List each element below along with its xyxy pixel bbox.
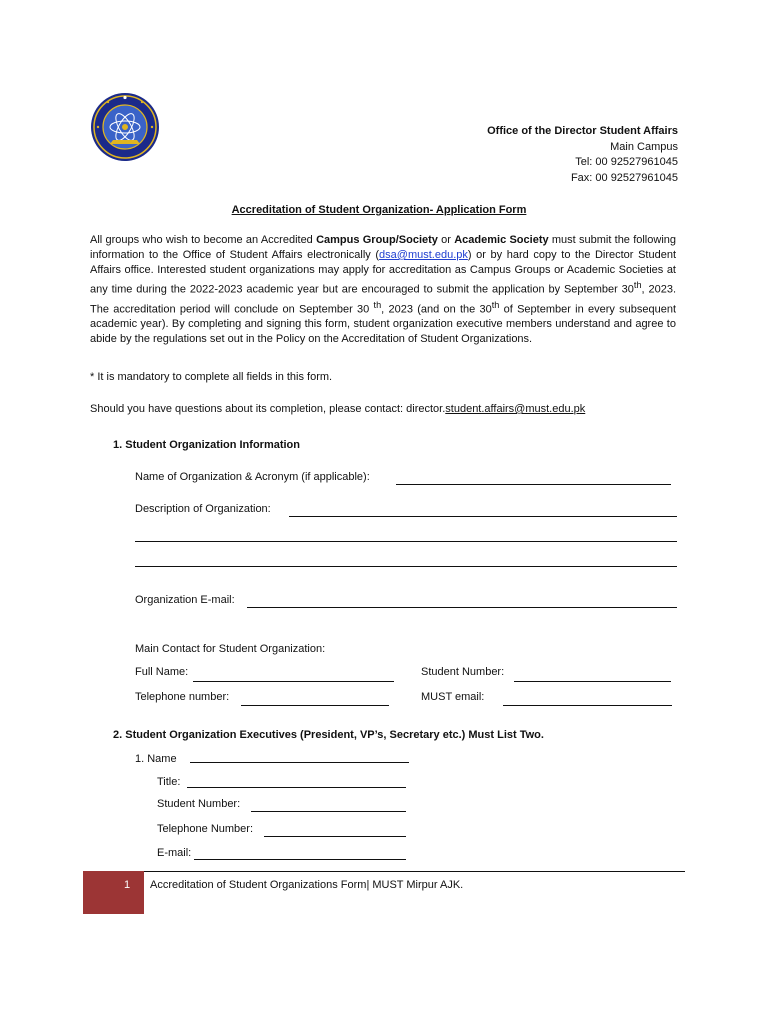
- student-number-field[interactable]: [514, 681, 671, 682]
- org-email-field[interactable]: [247, 607, 677, 608]
- campus-group-bold: Campus Group/Society: [316, 234, 438, 246]
- description-field[interactable]: [135, 566, 677, 567]
- description-field[interactable]: [135, 541, 677, 542]
- org-name-label: Name of Organization & Acronym (if applicable):: [135, 471, 370, 483]
- description-field[interactable]: [289, 516, 677, 517]
- exec-telephone-label: Telephone Number:: [157, 823, 254, 835]
- intro-text: of September in every subsequent academic year). By completing and signing this form, student organization executive members understand and agree to abide by the regulations set out in the Policy on the Accreditation of Student Organizations.: [90, 303, 677, 346]
- description-label: Description of Organization:: [135, 503, 271, 515]
- intro-paragraph: [90, 233, 676, 347]
- exec-student-number-label: Student Number:: [157, 798, 241, 810]
- telephone-label: Telephone number:: [135, 691, 230, 703]
- exec-name-label: 1. Name: [135, 753, 177, 765]
- main-contact-label: Main Contact for Student Organization:: [135, 643, 326, 655]
- footer-page-box: [83, 871, 144, 914]
- exec-email-field[interactable]: [194, 859, 406, 860]
- intro-text: , 2023. The accreditation period will conclude on September 30: [90, 283, 677, 316]
- academic-society-bold: Academic Society: [454, 234, 549, 246]
- org-email-label: Organization E-mail:: [135, 594, 235, 606]
- intro-text: , 2023 (and on the 30: [381, 303, 492, 316]
- telephone-field[interactable]: [241, 705, 389, 706]
- campus-name: Main Campus: [610, 140, 678, 153]
- student-number-label: Student Number:: [421, 666, 505, 678]
- must-email-field[interactable]: [503, 705, 672, 706]
- ordinal-sup: th: [373, 299, 382, 310]
- exec-email-label: E-mail:: [157, 847, 192, 859]
- exec-title-field[interactable]: [187, 787, 406, 788]
- mandatory-note: * It is mandatory to complete all fields in this form.: [90, 371, 333, 383]
- section-1-heading: 1. Student Organization Information: [113, 439, 300, 451]
- contact-email-link[interactable]: student.affairs@must.edu.pk: [445, 403, 586, 415]
- telephone-text: Tel: 00 92527961045: [575, 156, 678, 168]
- org-name-field[interactable]: [396, 484, 671, 485]
- university-seal-icon: [90, 92, 160, 162]
- full-name-field[interactable]: [193, 681, 394, 682]
- fax-text: Fax: 00 92527961045: [570, 171, 678, 184]
- full-name-label: Full Name:: [135, 666, 189, 678]
- footer-divider: [144, 871, 685, 872]
- exec-title-label: Title:: [157, 776, 181, 788]
- ordinal-sup: th: [491, 299, 500, 310]
- exec-student-number-field[interactable]: [251, 811, 406, 812]
- footer-text: Accreditation of Student Organizations Form| MUST Mirpur AJK.: [150, 879, 464, 891]
- intro-text: must submit the following information to the Office of Student Affairs electronically (: [90, 234, 676, 261]
- office-header: [487, 124, 678, 186]
- ordinal-sup: th: [633, 280, 642, 290]
- section-2-heading: 2. Student Organization Executives (President, VP’s, Secretary etc.) Must List Two.: [113, 729, 544, 741]
- exec-name-field[interactable]: [190, 762, 409, 763]
- must-email-label: MUST email:: [421, 691, 485, 703]
- dsa-email-link[interactable]: dsa@must.edu.pk: [379, 249, 468, 261]
- page-number: 1: [124, 879, 131, 891]
- contact-text: Should you have questions about its completion, please contact: director.: [90, 403, 446, 415]
- form-title: Accreditation of Student Organization- Application Form: [231, 204, 527, 216]
- exec-telephone-field[interactable]: [264, 836, 406, 837]
- contact-line: [90, 403, 585, 415]
- intro-text: ) or by hard copy to the Director Student Affairs office. Interested student organizations may apply for accreditation as Campus Groups or Academic Societies at any time during the 2022-2023 academic year but are encouraged to submit the application by September 30: [90, 249, 676, 296]
- intro-text: All groups who wish to become an Accredited: [90, 234, 317, 246]
- intro-text: or: [437, 234, 455, 246]
- office-title: Office of the Director Student Affairs: [487, 125, 678, 137]
